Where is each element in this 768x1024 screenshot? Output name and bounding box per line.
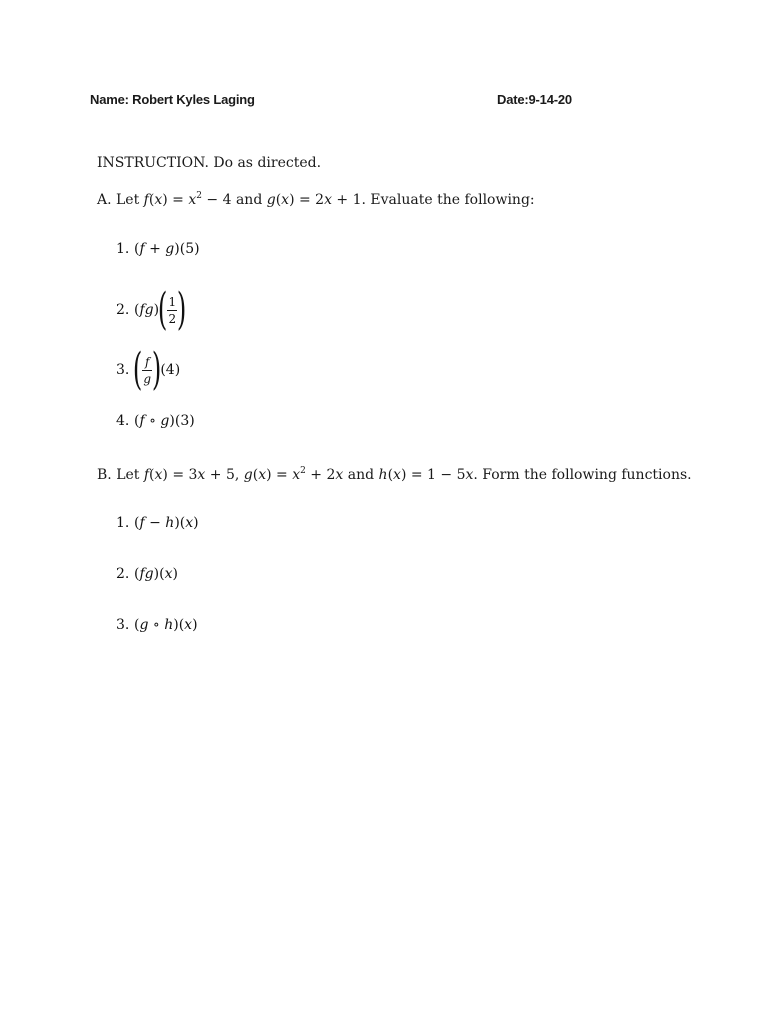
item-number: 3. [116,362,130,378]
part-b-item-2: 2. (fg)(x) [116,566,178,582]
item-number: 1. [116,515,130,531]
item-number: 1. [116,241,130,257]
part-a-item-3: 3. ( $\frac{f}{g}$ )(4) [116,344,181,395]
item-number: 4. [116,413,130,429]
item-number: 3. [116,617,130,633]
part-a-item-4: 4. (f ∘ g)(3) [116,413,195,429]
date: Date:9-14-20 [497,92,572,107]
part-b-intro: B. Let f(x) = 3x + 5, $g(x) = x^2 + 2x$ and h(x) = 1 − 5x. Form the following functions. [97,466,692,483]
student-name: Name: Robert Kyles Laging [90,92,255,107]
instruction: INSTRUCTION. Do as directed. [97,155,322,171]
item-number: 2. [116,302,130,318]
part-b-item-3: 3. (g ∘ h)(x) [116,617,198,633]
item-number: 2. [116,566,130,582]
part-b-item-1: 1. (f − h)(x) [116,515,199,531]
part-a-intro: A. Let $f(x) = x^2 - 4$ and g(x) = 2x + 1. Evaluate the following: [97,191,535,208]
part-a-item-2: 2. (fg)( $\frac{1}{2}$ ) [116,284,187,335]
part-a-item-1: 1. (f + g)(5) [116,241,200,257]
